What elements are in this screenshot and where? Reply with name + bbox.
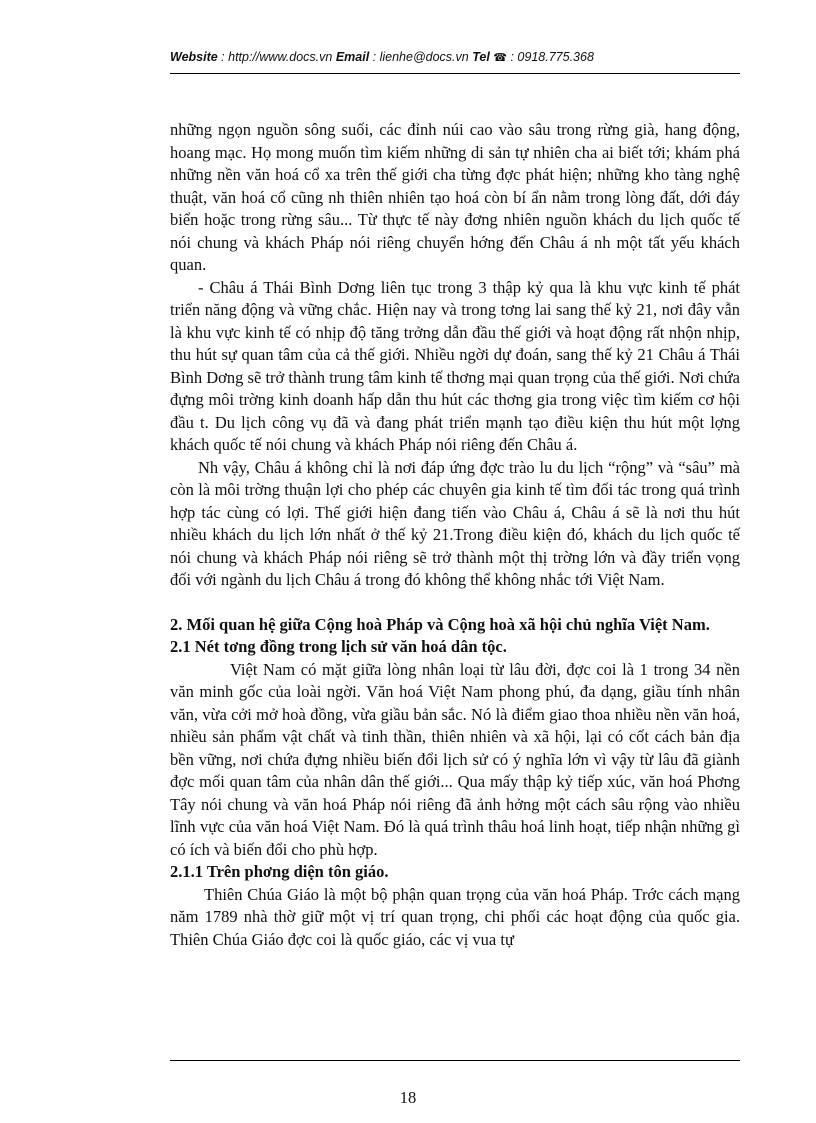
phone-icon: ☎ [493,52,507,64]
section-heading-2: 2. Mối quan hệ giữa Cộng hoà Pháp và Cộng hoà xã hội chủ nghĩa Việt Nam. [170,614,710,634]
paragraph-5: Thiên Chúa Giáo là một bộ phận quan trọng của văn hoá Pháp. Trớc cách mạng năm 1789 nhà thờ giữ một vị trí quan trọng, chi phối các hoạt động của quốc gia. Thiên Chúa Giáo đợc coi là quốc giáo, các vị vua tự [170,884,740,949]
section-heading-2-1-1: 2.1.1 Trên phơng diện tôn giáo. [170,862,389,881]
page-number: 18 [399,1088,417,1107]
tel-number: : 0918.775.368 [510,50,594,64]
email-address: : lienhe@docs.vn [369,50,473,64]
paragraph-2: - Châu á Thái Bình Dơng liên tục trong 3 thập kỷ qua là khu vực kinh tế phát triển năng động và vững chắc. Hiện nay và trong tơng lai sang thế kỷ 21, nơi đây vẫn là khu vực kinh tế có nhịp độ tăng trởng dẫn đầu thế giới và hoạt động rất nhộn nhịp, thu hút sự quan tâm của cả thế giới. Nhiều ngời dự đoán, sang thế kỷ 21 Châu á Thái Bình Dơng sẽ trở thành trung tâm kinh tế thơng mại quan trọng của thế giới. Nơi chứa đựng môi trờng kinh doanh hấp dẫn thu hút các thơng gia trong việc tìm kiếm cơ hội đầu t. Du lịch công vụ đã và đang phát triển mạnh tạo điều kiện thu hút một lợng khách quốc tế nói chung và khách Pháp nói riêng đến Châu á. [170,277,740,454]
header-divider [170,73,740,74]
website-label: Website [170,50,218,64]
tel-label: Tel [472,50,490,64]
page-header [170,50,770,64]
email-label: Email [335,50,370,64]
paragraph-3: Nh vậy, Châu á không chỉ là nơi đáp ứng đợc trào lu du lịch “rộng” và “sâu” mà còn là môi trờng thuận lợi cho phép các chuyên gia kinh tế tìm đối tác trong quá trình hợp tác cùng có lợi. Thế giới hiện đang tiến vào Châu á, Châu á sẽ là nơi thu hút nhiều khách du lịch lớn nhất ở thế kỷ 21.Trong điều kiện đó, khách du lịch quốc tế nói chung và khách Pháp nói riêng sẽ trở thành một thị trờng lớn và đầy triển vọng đối với ngành du lịch Châu á trong đó không thể không nhắc tới Việt Nam. [170,457,740,589]
section-heading-2-1: 2.1 Nét tơng đồng trong lịch sử văn hoá dân tộc. [170,637,507,656]
document-body [170,119,740,951]
paragraph-1: những ngọn nguồn sông suối, các đỉnh núi cao vào sâu trong rừng già, hang động, hoang mạc. Họ mong muốn tìm kiếm những di sản tự nhiên cha ai biết tới; khám phá những nền văn hoá cổ xa trên thế giới cha từng đợc phát hiện; những kho tàng nghệ thuật, văn hoá cổ cũng nh thiên nhiên tạo hoá còn bí ẩn nằm trong lòng đất, dới đáy biển hoặc trong rừng sâu... Từ thực tế này đơng nhiên nguồn khách du lịch quốc tế nói chung và khách Pháp nói riêng chuyển hớng đến Châu á nh một tất yếu khách quan. [170,120,740,274]
website-url: : http://www.docs.vn [217,50,336,64]
paragraph-4: Việt Nam có mặt giữa lòng nhân loại từ lâu đời, đợc coi là 1 trong 34 nền văn minh gốc của loài ngời. Văn hoá Việt Nam phong phú, đa dạng, giầu tính nhân văn, vừa cởi mở hoà đồng, vừa giầu bản sắc. Nó là điểm giao thoa nhiều nền văn hoá, nhiều sản phẩm vật chất và tinh thần, thiên nhiên và xã hội, lại có cốt cách bản địa bền vững, nơi chứa đựng nhiều biến đổi lịch sử có ý nghĩa lớn vì vậy từ lâu đã giành đợc mối quan tâm của nhân dân thế giới... Qua mấy thập kỷ tiếp xúc, văn hoá Phơng Tây nói chung và văn hoá Pháp nói riêng đã ảnh hởng một cách sâu rộng vào nhiều lĩnh vực của văn hoá Việt Nam. Đó là quá trình thâu hoá linh hoạt, tiếp nhận những gì có ích và biến đổi cho phù hợp. [170,659,740,859]
spacer [170,592,740,614]
footer-divider [170,1060,740,1061]
